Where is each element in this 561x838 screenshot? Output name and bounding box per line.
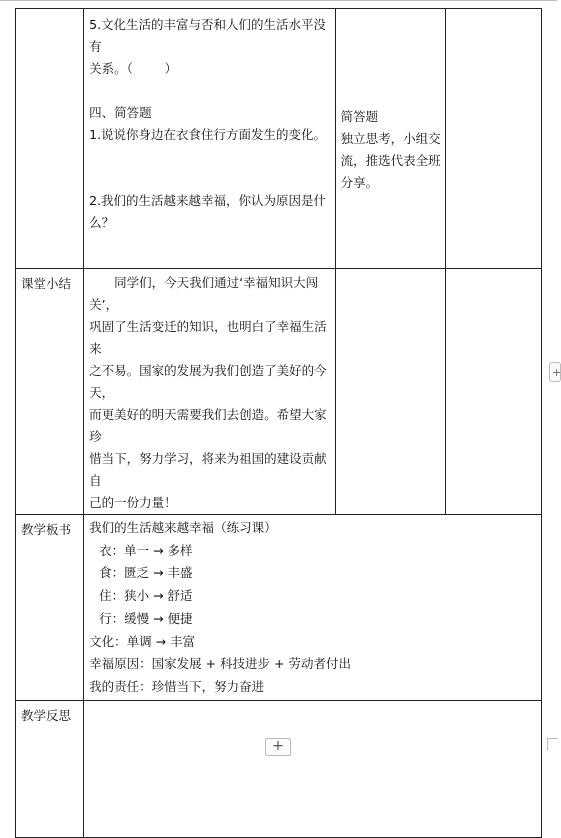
summary-label-cell [16,269,84,515]
board-culture: 文化：单调 → 丰富 [89,633,196,649]
board-item-housing: 住：狭小 → 舒适 [99,588,193,604]
practice-label-cell [16,9,84,269]
summary-line: 而更美好的明天需要我们去创造。希望大家珍 [89,407,327,444]
board-label: 教学板书 [21,522,72,537]
reflection-label: 教学反思 [21,708,72,723]
activity-title: 简答题 [340,109,379,124]
board-label-cell [16,515,84,701]
board-reasons: 幸福原因：国家发展 + 科技进步 + 劳动者付出 [89,656,351,672]
add-column-handle[interactable] [549,362,561,382]
board-duty: 我的责任：珍惜当下，努力奋进 [89,678,265,694]
summary-line: 己的一份力量！ [89,495,177,510]
reflection-row [16,701,542,838]
summary-line: 之不易。国家的发展为我们创造了美好的今天， [89,363,327,400]
practice-notes-cell [445,9,541,269]
lesson-plan-table [15,8,542,838]
activity-line-1: 独立思考，小组交 [340,131,441,146]
short-question-2-line-1: 2.我们的生活越来越幸福，你认为原因是什 [89,193,327,208]
page-top-border [0,0,557,1]
board-title: 我们的生活越来越幸福（练习课） [89,520,277,535]
summary-row [16,269,542,515]
practice-row [16,9,542,269]
summary-notes-cell [445,269,541,515]
summary-line: 同学们，今天我们通过‘幸福知识大闯关’， [89,275,319,312]
summary-content-cell [84,269,335,515]
board-item-transport: 行：缓慢 → 便捷 [99,610,193,626]
section-heading: 四、简答题 [89,105,152,120]
plus-icon: + [272,738,284,754]
summary-line: 惜当下，努力学习，将来为祖国的建设贡献自 [89,451,327,488]
activity-line-2: 流，推选代表全班 [340,153,441,168]
board-item-food: 食：匮乏 → 丰盛 [99,565,193,581]
summary-line: 巩固了生活变迁的知识，也明白了幸福生活来 [89,319,327,356]
question-5-line-1: 5.文化生活的丰富与否和人们的生活水平没有 [89,17,327,54]
short-question-2-line-2: 么？ [89,215,115,230]
reflection-content-cell[interactable] [84,701,542,838]
question-5-line-2: 关系。（ ） [89,61,178,76]
short-question-1: 1.说说你身边在衣食住行方面发生的变化。 [89,127,327,142]
activity-cell [335,9,445,269]
reflection-label-cell [16,701,84,838]
summary-label: 课堂小结 [21,276,72,291]
summary-activity-cell [335,269,445,515]
board-item-clothing: 衣：单一 → 多样 [99,542,193,558]
plus-icon: + [552,366,561,379]
board-row [16,515,542,701]
add-row-button[interactable] [265,738,291,756]
practice-content-cell [84,9,335,269]
table-resize-handle[interactable] [547,738,558,751]
activity-line-3: 分享。 [340,175,379,190]
board-content-cell [84,515,542,701]
